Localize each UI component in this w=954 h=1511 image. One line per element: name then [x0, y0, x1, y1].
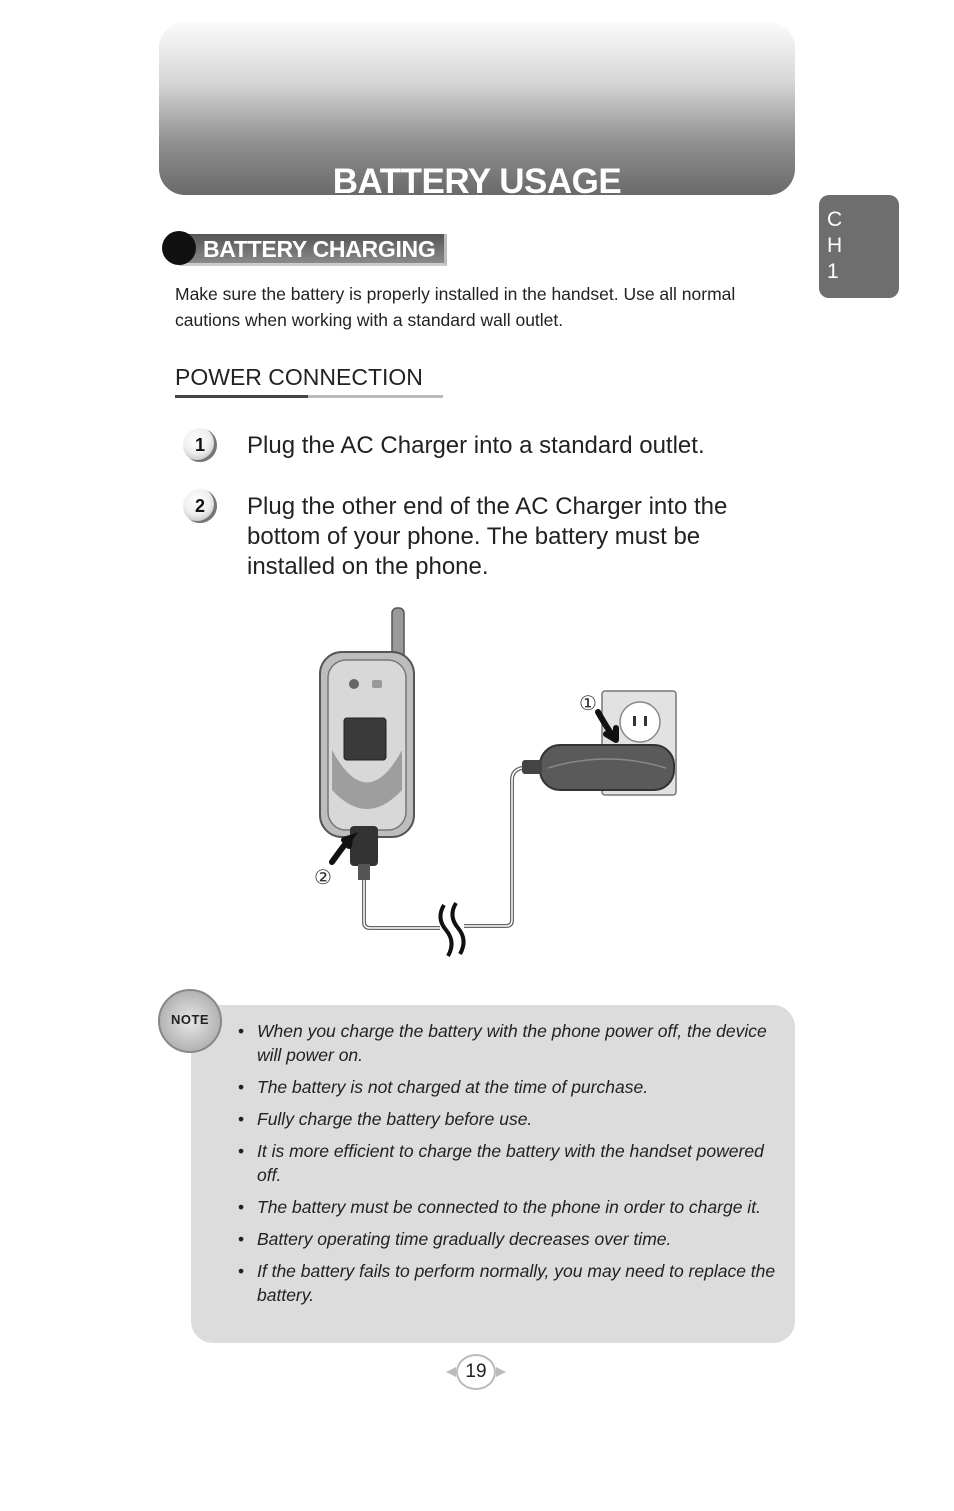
chapter-tab-line: H [827, 234, 843, 257]
callout-2-label: ② [314, 865, 332, 889]
subsection-underline-light [308, 395, 443, 398]
step-text: Plug the AC Charger into a standard outlet. [247, 432, 705, 459]
page-number: 19 [456, 1354, 496, 1390]
page-number-right-arrow [496, 1367, 506, 1377]
note-list [238, 1019, 778, 1315]
note-icon-label: NOTE [170, 1012, 210, 1027]
chapter-tab-line: 1 [827, 260, 839, 283]
charger-connection-illustration [300, 600, 690, 965]
chapter-tab-line: C [827, 208, 843, 231]
subsection-underline [175, 395, 308, 398]
step-number-badge: 1 [183, 428, 217, 462]
chapter-header [159, 22, 795, 201]
section-bullet-icon [162, 231, 196, 265]
section-heading [162, 231, 446, 267]
note-item: • The battery is not charged at the time of purchase. [238, 1075, 778, 1099]
section-title: BATTERY CHARGING [203, 236, 436, 262]
note-item: • Battery operating time gradually decreases over time. [238, 1227, 778, 1251]
page-number-left-arrow [446, 1367, 456, 1377]
subsection-title: POWER CONNECTION [175, 364, 423, 390]
section-intro: Make sure the battery is properly installed in the handset. Use all normal cautions when working with a standard wall outlet. [175, 284, 736, 330]
callout-1-label: ① [579, 691, 597, 715]
note-item: • The battery must be connected to the phone in order to charge it. [238, 1195, 778, 1219]
note-icon [158, 989, 222, 1053]
note-item: • When you charge the battery with the phone power off, the device will power on. [238, 1019, 778, 1067]
note-item: • If the battery fails to perform normally, you may need to replace the battery. [238, 1259, 778, 1307]
step-text: Plug the other end of the AC Charger into the bottom of your phone. The battery must be installed on the phone. [247, 493, 728, 580]
note-item: • Fully charge the battery before use. [238, 1107, 778, 1131]
step-number-badge: 2 [183, 489, 217, 523]
note-item: • It is more efficient to charge the battery with the handset powered off. [238, 1139, 778, 1187]
chapter-tab [819, 195, 899, 298]
page-title: BATTERY USAGE [332, 162, 622, 201]
